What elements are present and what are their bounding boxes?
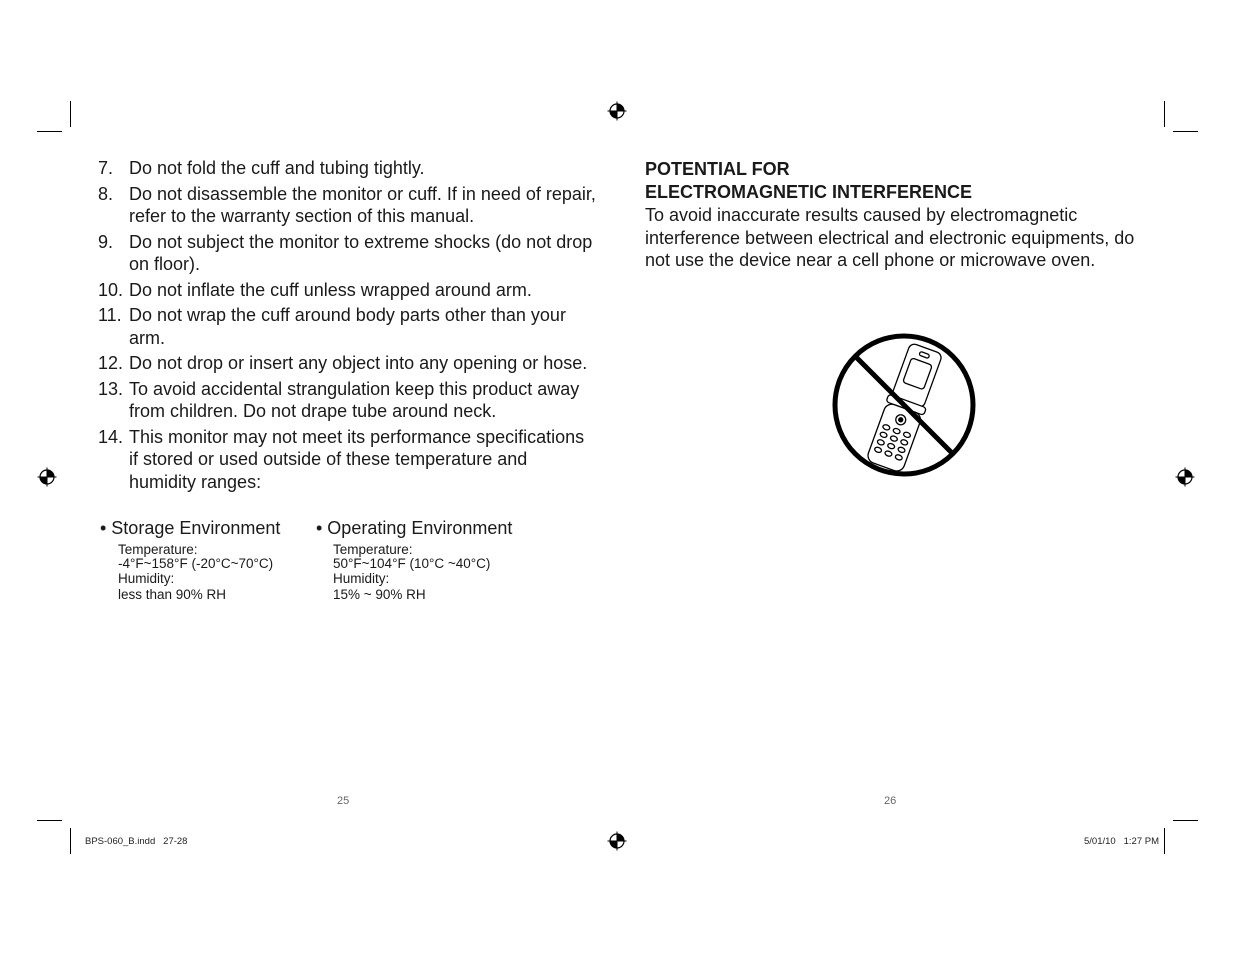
list-item: 11. Do not wrap the cuff around body parts other than your arm. bbox=[98, 305, 566, 348]
list-item: 9. Do not subject the monitor to extreme shocks (do not drop on floor). bbox=[98, 231, 593, 274]
operating-humidity-label: Humidity: bbox=[333, 571, 390, 586]
crop-mark-br-horizontal bbox=[1173, 820, 1198, 821]
list-item: 12. Do not drop or insert any object into any opening or hose. bbox=[98, 353, 588, 373]
operating-environment-label: • Operating Environment bbox=[316, 518, 513, 538]
storage-humidity-label: Humidity: bbox=[118, 571, 175, 586]
section-body-text: To avoid inaccurate results caused by electromagnetic interference between electrical and electronic equipments, do not use the device near a cell phone or microwave oven. bbox=[645, 205, 1135, 270]
storage-humidity-value: less than 90% RH bbox=[118, 586, 227, 602]
crop-mark-tl-vertical bbox=[70, 101, 71, 127]
list-item: 10. Do not inflate the cuff unless wrapped around arm. bbox=[98, 279, 532, 300]
section-heading-line-2: ELECTROMAGNETIC INTERFERENCE bbox=[645, 182, 973, 202]
list-item: 14. This monitor may not meet its performance specifications if stored or used outside of these temperature and humidity ranges: bbox=[98, 426, 585, 492]
list-item: 8. Do not disassemble the monitor or cuff. If in need of repair, refer to the warranty section of this manual. bbox=[98, 183, 596, 226]
section-heading bbox=[645, 158, 972, 204]
list-item: 13. To avoid accidental strangulation keep this product away from children. Do not drape tube around neck. bbox=[98, 378, 580, 421]
storage-temp-value: -4°F~158°F (-20°C~70°C) bbox=[118, 555, 274, 571]
registration-mark-icon bbox=[1175, 467, 1195, 487]
precautions-list bbox=[98, 157, 598, 496]
operating-humidity-value: 15% ~ 90% RH bbox=[333, 586, 426, 602]
crop-mark-br-vertical bbox=[1164, 828, 1165, 854]
crop-mark-tl-horizontal bbox=[37, 131, 62, 132]
page-number-left: 25 bbox=[337, 795, 350, 807]
crop-mark-tr-horizontal bbox=[1173, 131, 1198, 132]
operating-temp-value: 50°F~104°F (10°C ~40°C) bbox=[333, 555, 491, 571]
section-heading-line-1: POTENTIAL FOR bbox=[645, 159, 790, 179]
storage-environment-label: • Storage Environment bbox=[100, 518, 281, 538]
page-number-right: 26 bbox=[884, 795, 897, 807]
crop-mark-tr-vertical bbox=[1164, 101, 1165, 127]
registration-mark-icon bbox=[607, 831, 627, 851]
storage-environment-details bbox=[118, 543, 273, 601]
storage-temp-label: Temperature: bbox=[118, 542, 198, 557]
list-item: 7. Do not fold the cuff and tubing tightly. bbox=[98, 158, 425, 178]
operating-environment-details bbox=[333, 543, 490, 601]
no-cell-phone-icon bbox=[829, 330, 979, 480]
registration-mark-icon bbox=[37, 467, 57, 487]
operating-temp-label: Temperature: bbox=[333, 542, 413, 557]
slug-date-time: 5/01/10 1:27 PM bbox=[1084, 836, 1159, 847]
crop-mark-bl-horizontal bbox=[37, 820, 62, 821]
slug-file-info: BPS-060_B.indd 27-28 bbox=[85, 836, 188, 847]
crop-mark-bl-vertical bbox=[70, 828, 71, 854]
registration-mark-icon bbox=[607, 101, 627, 121]
